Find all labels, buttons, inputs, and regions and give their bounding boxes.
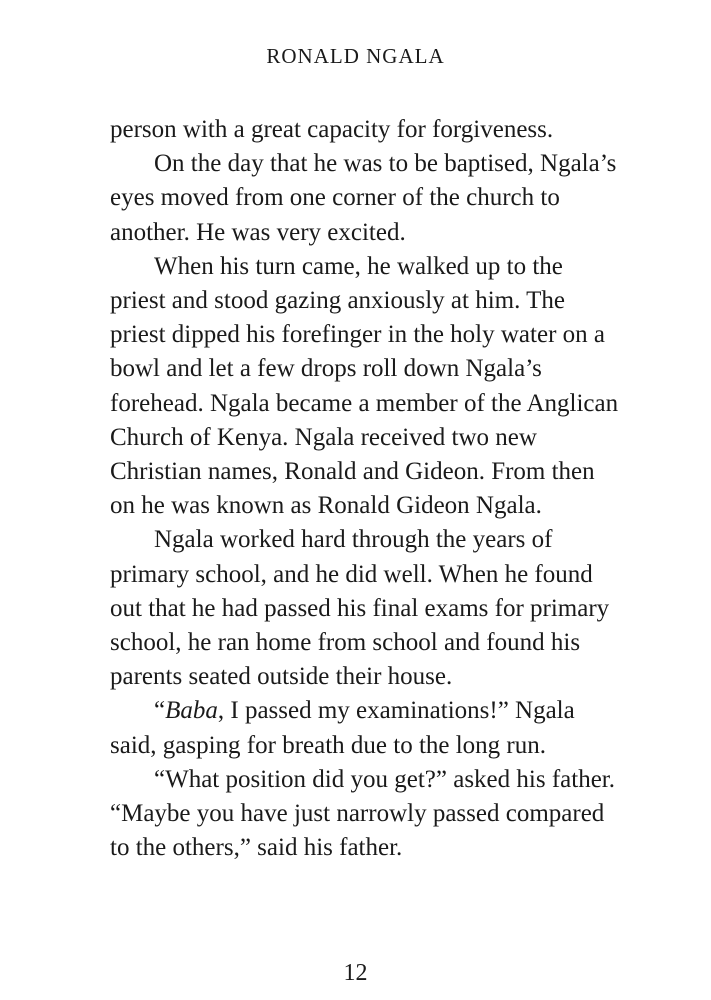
- quote-mark: “: [154, 697, 166, 725]
- paragraph: [110, 694, 620, 762]
- paragraph: When his turn came, he walked up to the priest and stood gazing anxiously at him. The priest dipped his forefinger in the holy water on a bowl and let a few drops roll down Ngala’s forehead. Ngala became a member of the Anglican Church of Kenya. Ngala received two new Christian names, Ronald and Gideon. From then on he was known as Ronald Gideon Ngala.: [110, 252, 619, 520]
- paragraph: “What position did you get?” asked his father. “Maybe you have just narrowly passed compared to the others,” said his father.: [110, 765, 615, 862]
- body-text: [110, 113, 620, 865]
- paragraph: person with a great capacity for forgiveness.: [110, 116, 554, 143]
- page-number: 12: [343, 960, 368, 986]
- running-head: RONALD NGALA: [266, 44, 445, 68]
- paragraph: Ngala worked hard through the years of primary school, and he did well. When he found out that he had passed his final exams for primary school, he ran home from school and found his parents seated outside their house.: [110, 526, 610, 691]
- italic-word: Baba: [165, 697, 218, 725]
- paragraph-text: , I passed my examinations!” Ngala said, gasping for breath due to the long run.: [110, 697, 575, 759]
- paragraph: On the day that he was to be baptised, Ngala’s eyes moved from one corner of the church to another. He was very excited.: [110, 150, 617, 246]
